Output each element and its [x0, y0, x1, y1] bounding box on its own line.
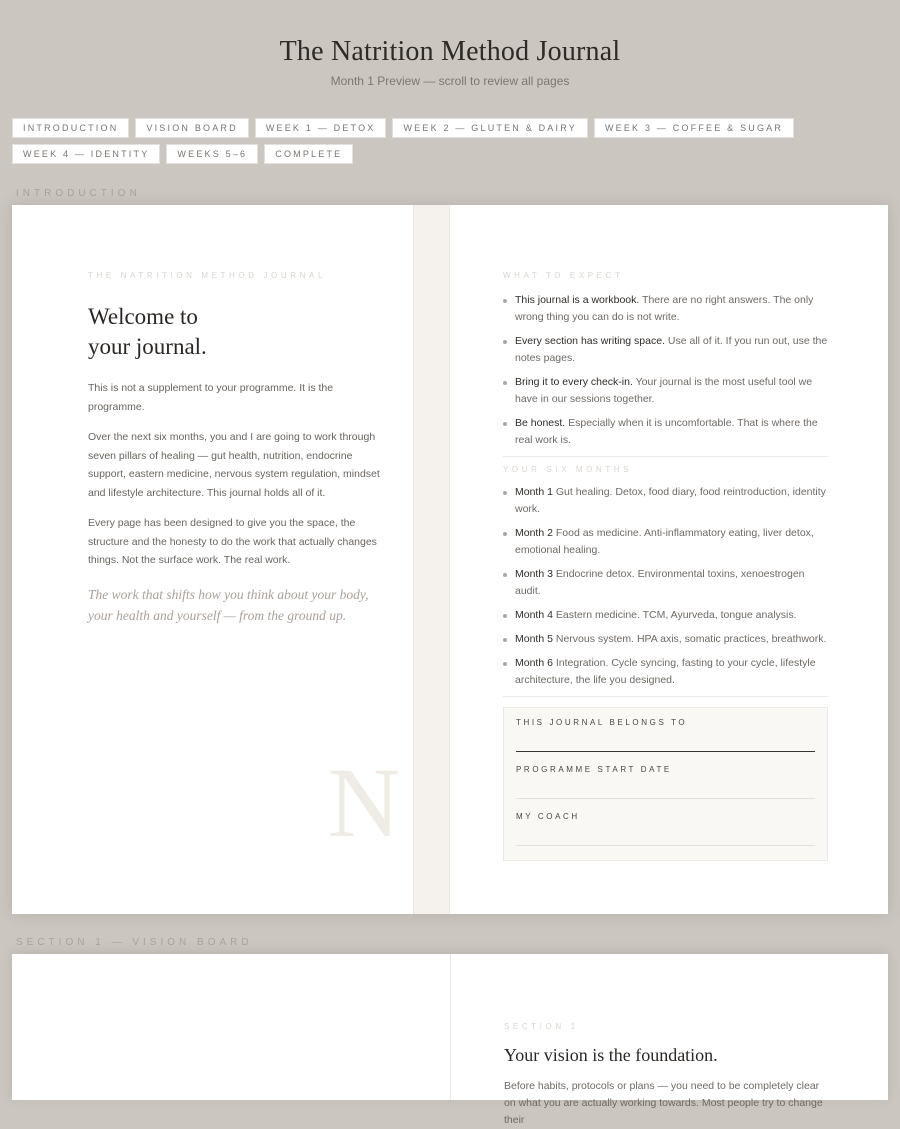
owner-label: THIS JOURNAL BELONGS TO: [516, 718, 688, 727]
owner-name-field[interactable]: [516, 751, 815, 752]
list-item-bold: Month 4: [515, 609, 553, 621]
list-item: [503, 333, 828, 367]
list-item-text: Gut healing. Detox, food diary, food reintroduction, identity work.: [515, 486, 826, 515]
list-item: [503, 484, 828, 518]
list-item: [503, 607, 828, 624]
tab-vision-board[interactable]: VISION BOARD: [135, 118, 248, 138]
list-item: [503, 292, 828, 326]
vision-right-page: [450, 954, 888, 1126]
intro-spread: [12, 205, 888, 914]
list-item-text: There are no right answers. The only wrong thing you can do is not write.: [515, 294, 814, 323]
vision-kicker: SECTION 1: [504, 1022, 579, 1031]
intro-left-page: [12, 205, 413, 914]
tab-week-2[interactable]: WEEK 2 — GLUTEN & DAIRY: [392, 118, 587, 138]
tab-week-4[interactable]: WEEK 4 — IDENTITY: [12, 144, 160, 164]
section-label-introduction: INTRODUCTION: [16, 188, 141, 199]
vision-left-page: [12, 954, 413, 1100]
months-kicker: YOUR SIX MONTHS: [503, 465, 633, 474]
coach-label: MY COACH: [516, 812, 580, 821]
monogram-letter: N: [328, 747, 401, 858]
divider: [503, 456, 828, 457]
list-item-text: Your journal is the most useful tool we have in our sessions together.: [515, 376, 813, 405]
vision-spread: [12, 954, 888, 1126]
list-item: [503, 655, 828, 689]
expect-list: [503, 292, 828, 449]
list-item-text: Integration. Cycle syncing, fasting to your cycle, lifestyle architecture, the life you designed.: [515, 657, 816, 686]
list-item-text: Nervous system. HPA axis, somatic practices, breathwork.: [552, 633, 827, 645]
list-item-bold: This journal is a workbook.: [515, 294, 640, 306]
coach-field[interactable]: [516, 845, 815, 846]
vision-heading: Your vision is the foundation.: [504, 1045, 718, 1065]
divider: [503, 696, 828, 697]
intro-paragraph: This is not a supplement to your programme. It is the programme.: [88, 382, 334, 413]
expect-kicker: WHAT TO EXPECT: [503, 271, 624, 280]
list-item-bold: Month 5: [515, 633, 553, 645]
intro-right-page: [450, 205, 888, 914]
page-subtitle: Month 1 Preview — scroll to review all pages: [330, 74, 570, 88]
section-nav: [12, 118, 888, 164]
book-spine: [413, 205, 450, 914]
intro-quote: The work that shifts how you think about your body, your health and yourself — from the ground up.: [88, 586, 369, 623]
page-title: The Natrition Method Journal: [279, 36, 621, 67]
list-item-bold: Month 1: [515, 486, 553, 498]
tab-weeks-5-6[interactable]: WEEKS 5–6: [166, 144, 258, 164]
intro-paragraph: Every page has been designed to give you the space, the structure and the honesty to do the work that actually changes things. Not the surface work. The real work.: [88, 517, 377, 566]
list-item: [503, 525, 828, 559]
list-item-bold: Month 6: [515, 657, 553, 669]
welcome-heading-line1: Welcome to: [88, 304, 198, 329]
list-item: [503, 566, 828, 600]
start-date-field[interactable]: [516, 798, 815, 799]
welcome-heading-line2: your journal.: [88, 334, 207, 359]
list-item-bold: Every section has writing space.: [515, 335, 665, 347]
journal-kicker: THE NATRITION METHOD JOURNAL: [88, 271, 326, 280]
intro-paragraph: Over the next six months, you and I are going to work through seven pillars of healing — gut health, nutrition, endocrine support, eastern medicine, nervous system regulation, mindset and lifestyle architecture. This journal holds all of it.: [88, 431, 380, 499]
list-item: [503, 415, 828, 449]
list-item-bold: Be honest.: [515, 417, 566, 429]
page-header: [0, 0, 900, 88]
tab-complete[interactable]: COMPLETE: [264, 144, 353, 164]
list-item-text: Food as medicine. Anti-inflammatory eating, liver detox, emotional healing.: [515, 527, 814, 556]
list-item-text: Especially when it is uncomfortable. That is where the real work is.: [515, 417, 818, 446]
vision-paragraph: Before habits, protocols or plans — you need to be completely clear on what you are actually working towards. Most people try to change their: [504, 1080, 823, 1126]
list-item-text: Use all of it. If you run out, use the notes pages.: [515, 335, 828, 364]
tab-introduction[interactable]: INTRODUCTION: [12, 118, 129, 138]
start-date-label: PROGRAMME START DATE: [516, 765, 672, 774]
list-item-bold: Bring it to every check-in.: [515, 376, 633, 388]
list-item-bold: Month 3: [515, 568, 553, 580]
list-item: [503, 631, 828, 648]
owner-card: [503, 707, 828, 861]
list-item: [503, 374, 828, 408]
welcome-heading: [88, 302, 389, 362]
section-label-vision-board: SECTION 1 — VISION BOARD: [16, 937, 253, 948]
list-item-text: Endocrine detox. Environmental toxins, xenoestrogen audit.: [515, 568, 805, 597]
list-item-bold: Month 2: [515, 527, 553, 539]
months-list: [503, 484, 828, 689]
tab-week-3[interactable]: WEEK 3 — COFFEE & SUGAR: [594, 118, 794, 138]
tab-week-1[interactable]: WEEK 1 — DETOX: [255, 118, 387, 138]
list-item-text: Eastern medicine. TCM, Ayurveda, tongue analysis.: [552, 609, 797, 621]
